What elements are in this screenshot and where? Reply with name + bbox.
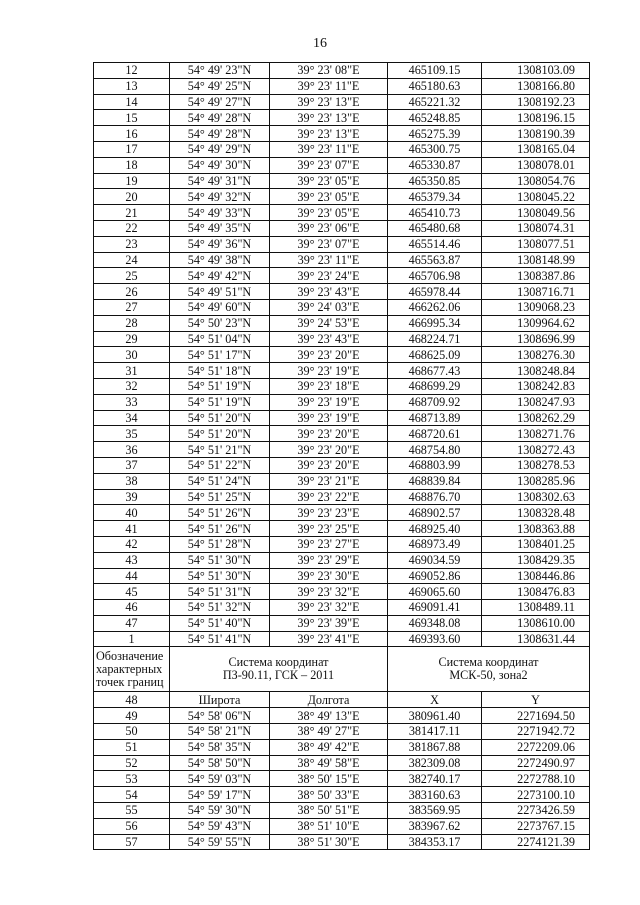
- point-number-cell: 1: [94, 631, 170, 647]
- latitude-cell: 54° 51' 21"N: [170, 442, 270, 458]
- y-coordinate-cell: 1308631.44: [482, 631, 590, 647]
- longitude-cell: 39° 23' 43"E: [270, 331, 388, 347]
- x-coordinate-cell: 465480.68: [388, 220, 482, 236]
- latitude-cell: 54° 51' 26"N: [170, 521, 270, 537]
- point-number-cell: 56: [94, 818, 170, 834]
- latitude-cell: 54° 51' 40"N: [170, 615, 270, 631]
- latitude-cell: 54° 51' 20"N: [170, 426, 270, 442]
- point-number-cell: 41: [94, 521, 170, 537]
- latitude-cell: 54° 59' 17"N: [170, 787, 270, 803]
- y-coordinate-cell: 1308271.76: [482, 426, 590, 442]
- table-row: [94, 442, 590, 458]
- x-coordinate-cell: 468839.84: [388, 473, 482, 489]
- latitude-cell: 54° 51' 32"N: [170, 600, 270, 616]
- x-coordinate-cell: 465300.75: [388, 141, 482, 157]
- table-row: [94, 473, 590, 489]
- longitude-cell: 39° 23' 32"E: [270, 584, 388, 600]
- x-coordinate-cell: 466995.34: [388, 315, 482, 331]
- x-coordinate-cell: 465978.44: [388, 284, 482, 300]
- table-row: [94, 157, 590, 173]
- x-coordinate-cell: 465379.34: [388, 189, 482, 205]
- point-number-cell: 25: [94, 268, 170, 284]
- x-coordinate-cell: 383967.62: [388, 818, 482, 834]
- x-coordinate-cell: 465706.98: [388, 268, 482, 284]
- y-coordinate-cell: 1308272.43: [482, 442, 590, 458]
- latitude-cell: 54° 50' 23"N: [170, 315, 270, 331]
- y-coordinate-cell: 1308049.56: [482, 205, 590, 221]
- y-coordinate-cell: 1308074.31: [482, 220, 590, 236]
- y-coordinate-cell: 1308190.39: [482, 126, 590, 142]
- subheader-x: X: [388, 692, 482, 708]
- coordinates-table-bottom: [94, 708, 590, 850]
- latitude-cell: 54° 51' 41"N: [170, 631, 270, 647]
- point-number-cell: 42: [94, 536, 170, 552]
- table-row: [94, 505, 590, 521]
- latitude-cell: 54° 51' 20"N: [170, 410, 270, 426]
- table-row: [94, 724, 590, 740]
- y-coordinate-cell: 2272209.06: [482, 739, 590, 755]
- x-coordinate-cell: 384353.17: [388, 834, 482, 850]
- table-row: [94, 739, 590, 755]
- point-number-cell: 13: [94, 78, 170, 94]
- longitude-cell: 39° 23' 41"E: [270, 631, 388, 647]
- x-coordinate-cell: 465514.46: [388, 236, 482, 252]
- latitude-cell: 54° 51' 25"N: [170, 489, 270, 505]
- y-coordinate-cell: 1308302.63: [482, 489, 590, 505]
- point-number-cell: 17: [94, 141, 170, 157]
- y-coordinate-cell: 1309964.62: [482, 315, 590, 331]
- y-coordinate-cell: 1308489.11: [482, 600, 590, 616]
- y-coordinate-cell: 1308278.53: [482, 457, 590, 473]
- x-coordinate-cell: 382309.08: [388, 755, 482, 771]
- longitude-cell: 39° 23' 24"E: [270, 268, 388, 284]
- x-coordinate-cell: 468720.61: [388, 426, 482, 442]
- x-coordinate-cell: 465563.87: [388, 252, 482, 268]
- x-coordinate-cell: 465330.87: [388, 157, 482, 173]
- x-coordinate-cell: 469065.60: [388, 584, 482, 600]
- table-row: [94, 331, 590, 347]
- table-row: [94, 536, 590, 552]
- point-number-cell: 15: [94, 110, 170, 126]
- system2-header: [388, 647, 590, 692]
- coordinates-table-header: [94, 647, 590, 708]
- x-coordinate-cell: 469034.59: [388, 552, 482, 568]
- x-coordinate-cell: 468709.92: [388, 394, 482, 410]
- point-number-cell: 37: [94, 457, 170, 473]
- table-row: [94, 834, 590, 850]
- point-number-cell: 43: [94, 552, 170, 568]
- longitude-cell: 39° 23' 30"E: [270, 568, 388, 584]
- latitude-cell: 54° 51' 26"N: [170, 505, 270, 521]
- latitude-cell: 54° 49' 25"N: [170, 78, 270, 94]
- coordinates-table: [93, 62, 590, 850]
- point-number-cell: 16: [94, 126, 170, 142]
- x-coordinate-cell: 465410.73: [388, 205, 482, 221]
- point-number-cell: 52: [94, 755, 170, 771]
- longitude-cell: 39° 23' 18"E: [270, 378, 388, 394]
- latitude-cell: 54° 49' 28"N: [170, 110, 270, 126]
- x-coordinate-cell: 468876.70: [388, 489, 482, 505]
- system1-header: [170, 647, 388, 692]
- point-number-cell: 51: [94, 739, 170, 755]
- table-row: [94, 173, 590, 189]
- latitude-cell: 54° 49' 60"N: [170, 299, 270, 315]
- y-coordinate-cell: 2273426.59: [482, 803, 590, 819]
- system1-title: Система координат: [228, 655, 329, 670]
- y-coordinate-cell: 1308262.29: [482, 410, 590, 426]
- y-coordinate-cell: 2273100.10: [482, 787, 590, 803]
- table-row: [94, 284, 590, 300]
- longitude-cell: 38° 50' 33"E: [270, 787, 388, 803]
- point-number-cell: 21: [94, 205, 170, 221]
- x-coordinate-cell: 469091.41: [388, 600, 482, 616]
- longitude-cell: 38° 51' 10"E: [270, 818, 388, 834]
- system-header-row: [94, 647, 590, 692]
- latitude-cell: 54° 49' 42"N: [170, 268, 270, 284]
- longitude-cell: 39° 24' 53"E: [270, 315, 388, 331]
- y-coordinate-cell: 2272490.97: [482, 755, 590, 771]
- latitude-cell: 54° 49' 33"N: [170, 205, 270, 221]
- y-coordinate-cell: 1308276.30: [482, 347, 590, 363]
- x-coordinate-cell: 466262.06: [388, 299, 482, 315]
- table-row: [94, 426, 590, 442]
- y-coordinate-cell: 1308446.86: [482, 568, 590, 584]
- latitude-cell: 54° 59' 55"N: [170, 834, 270, 850]
- latitude-cell: 54° 49' 35"N: [170, 220, 270, 236]
- point-number-cell: 30: [94, 347, 170, 363]
- x-coordinate-cell: 383569.95: [388, 803, 482, 819]
- x-coordinate-cell: 465180.63: [388, 78, 482, 94]
- point-number-cell: 40: [94, 505, 170, 521]
- latitude-cell: 54° 58' 06"N: [170, 708, 270, 724]
- table-row: [94, 771, 590, 787]
- table-row: [94, 347, 590, 363]
- subheader-longitude: Долгота: [270, 692, 388, 708]
- x-coordinate-cell: 468803.99: [388, 457, 482, 473]
- point-number-cell: 31: [94, 363, 170, 379]
- y-coordinate-cell: 1308363.88: [482, 521, 590, 537]
- y-coordinate-cell: 1308429.35: [482, 552, 590, 568]
- x-coordinate-cell: 465109.15: [388, 63, 482, 79]
- column-subheader-row: [94, 692, 590, 708]
- x-coordinate-cell: 381417.11: [388, 724, 482, 740]
- point-number-cell: 34: [94, 410, 170, 426]
- latitude-cell: 54° 51' 30"N: [170, 568, 270, 584]
- table-row: [94, 268, 590, 284]
- table-row: [94, 708, 590, 724]
- x-coordinate-cell: 468973.49: [388, 536, 482, 552]
- longitude-cell: 38° 51' 30"E: [270, 834, 388, 850]
- y-coordinate-cell: 1308247.93: [482, 394, 590, 410]
- longitude-cell: 39° 23' 43"E: [270, 284, 388, 300]
- point-number-cell: 50: [94, 724, 170, 740]
- point-number-cell: 32: [94, 378, 170, 394]
- longitude-cell: 39° 23' 13"E: [270, 110, 388, 126]
- point-number-cell: 46: [94, 600, 170, 616]
- system1-name: ПЗ-90.11, ГСК – 2011: [222, 668, 335, 683]
- subheader-point-number: 48: [94, 692, 170, 708]
- x-coordinate-cell: 468713.89: [388, 410, 482, 426]
- y-coordinate-cell: 2271694.50: [482, 708, 590, 724]
- table-row: [94, 205, 590, 221]
- point-number-cell: 12: [94, 63, 170, 79]
- point-number-cell: 35: [94, 426, 170, 442]
- y-coordinate-cell: 1308165.04: [482, 141, 590, 157]
- longitude-cell: 38° 49' 42"E: [270, 739, 388, 755]
- longitude-cell: 39° 23' 25"E: [270, 521, 388, 537]
- latitude-cell: 54° 51' 19"N: [170, 394, 270, 410]
- x-coordinate-cell: 468699.29: [388, 378, 482, 394]
- latitude-cell: 54° 58' 35"N: [170, 739, 270, 755]
- table-row: [94, 94, 590, 110]
- y-coordinate-cell: 1308696.99: [482, 331, 590, 347]
- y-coordinate-cell: 1308166.80: [482, 78, 590, 94]
- longitude-cell: 39° 23' 19"E: [270, 410, 388, 426]
- longitude-cell: 39° 23' 11"E: [270, 141, 388, 157]
- point-number-cell: 49: [94, 708, 170, 724]
- longitude-cell: 39° 23' 22"E: [270, 489, 388, 505]
- longitude-cell: 38° 49' 58"E: [270, 755, 388, 771]
- table-row: [94, 141, 590, 157]
- longitude-cell: 39° 23' 11"E: [270, 252, 388, 268]
- latitude-cell: 54° 51' 22"N: [170, 457, 270, 473]
- point-number-cell: 54: [94, 787, 170, 803]
- y-coordinate-cell: 1308148.99: [482, 252, 590, 268]
- latitude-cell: 54° 49' 36"N: [170, 236, 270, 252]
- longitude-cell: 39° 23' 23"E: [270, 505, 388, 521]
- y-coordinate-cell: 1308054.76: [482, 173, 590, 189]
- point-number-cell: 26: [94, 284, 170, 300]
- longitude-cell: 39° 23' 21"E: [270, 473, 388, 489]
- point-number-cell: 39: [94, 489, 170, 505]
- latitude-cell: 54° 49' 29"N: [170, 141, 270, 157]
- longitude-cell: 39° 23' 07"E: [270, 236, 388, 252]
- x-coordinate-cell: 468754.80: [388, 442, 482, 458]
- point-number-cell: 27: [94, 299, 170, 315]
- longitude-cell: 39° 23' 19"E: [270, 363, 388, 379]
- table-row: [94, 220, 590, 236]
- y-coordinate-cell: 2272788.10: [482, 771, 590, 787]
- point-number-cell: 24: [94, 252, 170, 268]
- latitude-cell: 54° 49' 32"N: [170, 189, 270, 205]
- table-row: [94, 78, 590, 94]
- longitude-cell: 38° 49' 27"E: [270, 724, 388, 740]
- x-coordinate-cell: 468902.57: [388, 505, 482, 521]
- latitude-cell: 54° 51' 17"N: [170, 347, 270, 363]
- table-row: [94, 236, 590, 252]
- longitude-cell: 39° 23' 05"E: [270, 173, 388, 189]
- longitude-cell: 39° 23' 13"E: [270, 126, 388, 142]
- table-row: [94, 378, 590, 394]
- y-coordinate-cell: 1308078.01: [482, 157, 590, 173]
- longitude-cell: 39° 23' 05"E: [270, 205, 388, 221]
- longitude-cell: 39° 24' 03"E: [270, 299, 388, 315]
- x-coordinate-cell: 382740.17: [388, 771, 482, 787]
- table-row: [94, 394, 590, 410]
- x-coordinate-cell: 465350.85: [388, 173, 482, 189]
- x-coordinate-cell: 468625.09: [388, 347, 482, 363]
- point-number-cell: 38: [94, 473, 170, 489]
- y-coordinate-cell: 1308716.71: [482, 284, 590, 300]
- longitude-cell: 39° 23' 13"E: [270, 94, 388, 110]
- table-row: [94, 457, 590, 473]
- y-coordinate-cell: 1308192.23: [482, 94, 590, 110]
- longitude-cell: 39° 23' 27"E: [270, 536, 388, 552]
- y-coordinate-cell: 1308328.48: [482, 505, 590, 521]
- table-row: [94, 584, 590, 600]
- point-number-cell: 29: [94, 331, 170, 347]
- latitude-cell: 54° 49' 38"N: [170, 252, 270, 268]
- longitude-cell: 39° 23' 07"E: [270, 157, 388, 173]
- longitude-cell: 39° 23' 20"E: [270, 426, 388, 442]
- latitude-cell: 54° 49' 23"N: [170, 63, 270, 79]
- table-row: [94, 521, 590, 537]
- latitude-cell: 54° 51' 24"N: [170, 473, 270, 489]
- latitude-cell: 54° 49' 31"N: [170, 173, 270, 189]
- longitude-cell: 39° 23' 29"E: [270, 552, 388, 568]
- latitude-cell: 54° 59' 30"N: [170, 803, 270, 819]
- x-coordinate-cell: 469052.86: [388, 568, 482, 584]
- longitude-cell: 38° 50' 15"E: [270, 771, 388, 787]
- table-row: [94, 410, 590, 426]
- longitude-cell: 39° 23' 20"E: [270, 442, 388, 458]
- point-number-cell: 57: [94, 834, 170, 850]
- point-number-cell: 47: [94, 615, 170, 631]
- longitude-cell: 39° 23' 20"E: [270, 347, 388, 363]
- y-coordinate-cell: 1308045.22: [482, 189, 590, 205]
- x-coordinate-cell: 465275.39: [388, 126, 482, 142]
- latitude-cell: 54° 51' 19"N: [170, 378, 270, 394]
- point-number-cell: 22: [94, 220, 170, 236]
- table-row: [94, 787, 590, 803]
- table-row: [94, 252, 590, 268]
- y-coordinate-cell: 1308285.96: [482, 473, 590, 489]
- subheader-y: Y: [482, 692, 590, 708]
- y-coordinate-cell: 1308248.84: [482, 363, 590, 379]
- point-number-cell: 45: [94, 584, 170, 600]
- x-coordinate-cell: 465248.85: [388, 110, 482, 126]
- table-row: [94, 552, 590, 568]
- point-number-cell: 53: [94, 771, 170, 787]
- table-row: [94, 126, 590, 142]
- y-coordinate-cell: 1308401.25: [482, 536, 590, 552]
- table-row: [94, 803, 590, 819]
- table-row: [94, 299, 590, 315]
- x-coordinate-cell: 383160.63: [388, 787, 482, 803]
- table-row: [94, 600, 590, 616]
- page-number: 16: [313, 36, 327, 51]
- latitude-cell: 54° 49' 30"N: [170, 157, 270, 173]
- y-coordinate-cell: 1308610.00: [482, 615, 590, 631]
- latitude-cell: 54° 49' 28"N: [170, 126, 270, 142]
- point-number-cell: 23: [94, 236, 170, 252]
- latitude-cell: 54° 51' 31"N: [170, 584, 270, 600]
- table-row: [94, 189, 590, 205]
- table-row: [94, 315, 590, 331]
- y-coordinate-cell: 1308242.83: [482, 378, 590, 394]
- latitude-cell: 54° 58' 50"N: [170, 755, 270, 771]
- point-number-cell: 20: [94, 189, 170, 205]
- coordinates-table-top: [94, 63, 590, 647]
- table-row: [94, 63, 590, 79]
- subheader-latitude: Широта: [170, 692, 270, 708]
- point-number-cell: 55: [94, 803, 170, 819]
- longitude-cell: 39° 23' 20"E: [270, 457, 388, 473]
- y-coordinate-cell: 2274121.39: [482, 834, 590, 850]
- system2-title: Система координат: [438, 655, 539, 670]
- system2-name: МСК-50, зона2: [449, 668, 528, 683]
- longitude-cell: 39° 23' 39"E: [270, 615, 388, 631]
- longitude-cell: 39° 23' 11"E: [270, 78, 388, 94]
- latitude-cell: 54° 49' 51"N: [170, 284, 270, 300]
- longitude-cell: 39° 23' 08"E: [270, 63, 388, 79]
- point-number-cell: 19: [94, 173, 170, 189]
- point-number-cell: 14: [94, 94, 170, 110]
- y-coordinate-cell: 1308387.86: [482, 268, 590, 284]
- x-coordinate-cell: 380961.40: [388, 708, 482, 724]
- point-number-cell: 36: [94, 442, 170, 458]
- table-row: [94, 110, 590, 126]
- point-number-cell: 44: [94, 568, 170, 584]
- table-row: [94, 818, 590, 834]
- x-coordinate-cell: 469393.60: [388, 631, 482, 647]
- latitude-cell: 54° 51' 18"N: [170, 363, 270, 379]
- y-coordinate-cell: 2271942.72: [482, 724, 590, 740]
- table-row: [94, 755, 590, 771]
- latitude-cell: 54° 59' 03"N: [170, 771, 270, 787]
- latitude-cell: 54° 51' 28"N: [170, 536, 270, 552]
- y-coordinate-cell: 1309068.23: [482, 299, 590, 315]
- y-coordinate-cell: 1308077.51: [482, 236, 590, 252]
- point-number-cell: 28: [94, 315, 170, 331]
- y-coordinate-cell: 1308103.09: [482, 63, 590, 79]
- latitude-cell: 54° 59' 43"N: [170, 818, 270, 834]
- points-label-header: Обозначение характерных точек границ: [94, 647, 170, 692]
- y-coordinate-cell: 1308196.15: [482, 110, 590, 126]
- y-coordinate-cell: 1308476.83: [482, 584, 590, 600]
- longitude-cell: 39° 23' 32"E: [270, 600, 388, 616]
- longitude-cell: 39° 23' 19"E: [270, 394, 388, 410]
- latitude-cell: 54° 58' 21"N: [170, 724, 270, 740]
- x-coordinate-cell: 469348.08: [388, 615, 482, 631]
- table-row: [94, 568, 590, 584]
- x-coordinate-cell: 468925.40: [388, 521, 482, 537]
- x-coordinate-cell: 381867.88: [388, 739, 482, 755]
- point-number-cell: 33: [94, 394, 170, 410]
- longitude-cell: 38° 49' 13"E: [270, 708, 388, 724]
- y-coordinate-cell: 2273767.15: [482, 818, 590, 834]
- latitude-cell: 54° 49' 27"N: [170, 94, 270, 110]
- x-coordinate-cell: 468224.71: [388, 331, 482, 347]
- longitude-cell: 38° 50' 51"E: [270, 803, 388, 819]
- latitude-cell: 54° 51' 04"N: [170, 331, 270, 347]
- x-coordinate-cell: 465221.32: [388, 94, 482, 110]
- table-row: [94, 363, 590, 379]
- x-coordinate-cell: 468677.43: [388, 363, 482, 379]
- longitude-cell: 39° 23' 05"E: [270, 189, 388, 205]
- longitude-cell: 39° 23' 06"E: [270, 220, 388, 236]
- table-row: [94, 489, 590, 505]
- table-row: [94, 631, 590, 647]
- latitude-cell: 54° 51' 30"N: [170, 552, 270, 568]
- table-row: [94, 615, 590, 631]
- point-number-cell: 18: [94, 157, 170, 173]
